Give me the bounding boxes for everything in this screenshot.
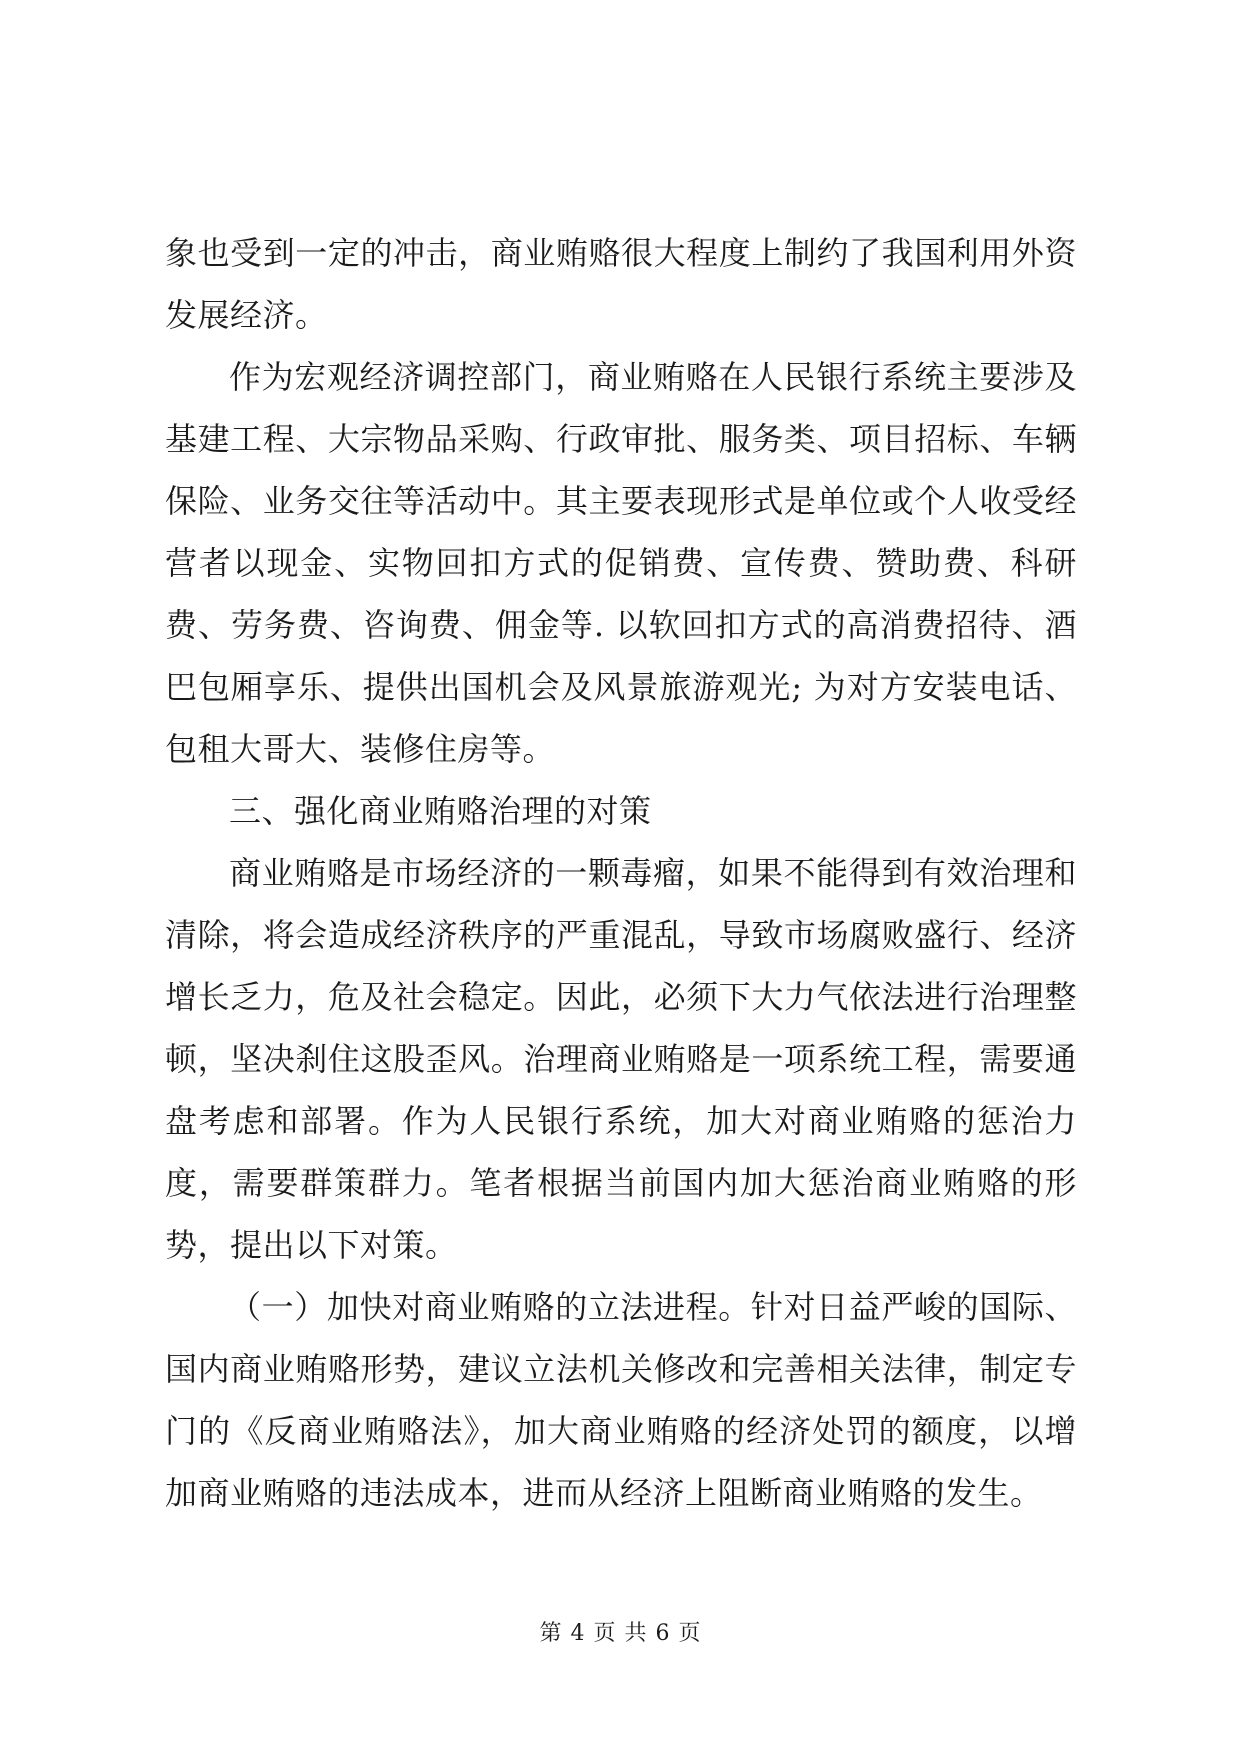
page-footer: 第 4 页 共 6 页 (539, 1621, 702, 1646)
section-heading: 三、强化商业贿赂治理的对策 (229, 792, 652, 830)
document-body (165, 222, 1077, 1524)
paragraph-legislation: （一）加快对商业贿赂的立法进程。针对日益严峻的国际、国内商业贿赂形势，建议立法机关修改和完善相关法律，制定专门的《反商业贿赂法》，加大商业贿赂的经济处罚的额度，以增加商业贿赂的违法成本，进而从经济上阻断商业贿赂的发生。 (165, 1288, 1077, 1512)
paragraph-continuation: 象也受到一定的冲击，商业贿赂很大程度上制约了我国利用外资发展经济。 (165, 234, 1077, 334)
paragraph-bribery-forms: 作为宏观经济调控部门，商业贿赂在人民银行系统主要涉及基建工程、大宗物品采购、行政审批、服务类、项目招标、车辆保险、业务交往等活动中。其主要表现形式是单位或个人收受经营者以现金、实物回扣方式的促销费、宣传费、赞助费、科研费、劳务费、咨询费、佣金等. 以软回扣方式的高消费招待、酒巴包厢享乐、提供出国机会及风景旅游观光; 为对方安装电话、包租大哥大、装修住房等。 (165, 358, 1077, 768)
paragraph-countermeasures-intro: 商业贿赂是市场经济的一颗毒瘤，如果不能得到有效治理和清除，将会造成经济秩序的严重混乱，导致市场腐败盛行、经济增长乏力，危及社会稳定。因此，必须下大力气依法进行治理整顿，坚决刹住这股歪风。治理商业贿赂是一项系统工程，需要通盘考虑和部署。作为人民银行系统，加大对商业贿赂的惩治力度，需要群策群力。笔者根据当前国内加大惩治商业贿赂的形势，提出以下对策。 (165, 854, 1077, 1264)
